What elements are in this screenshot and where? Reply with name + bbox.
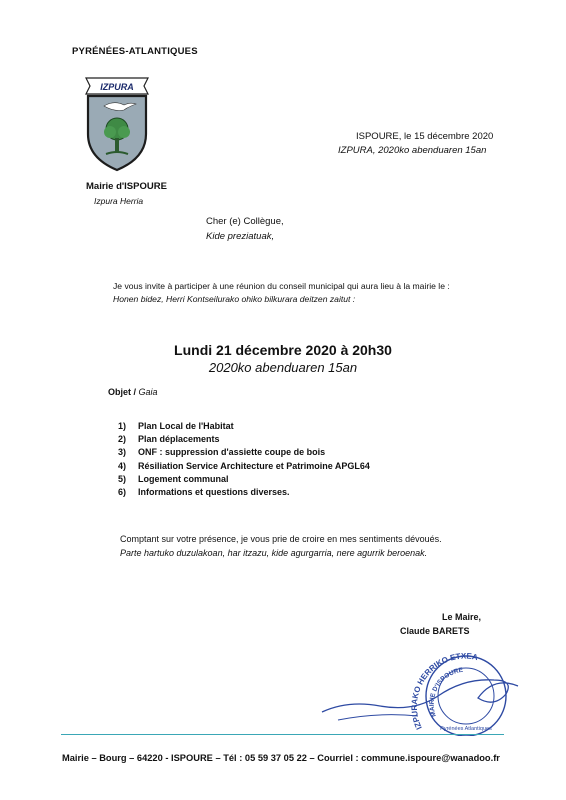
agenda-item [118,486,370,499]
agenda-item [118,446,370,459]
agenda-item-number: 3) [118,447,127,458]
stamp-inner-text: MAIRIE D'ISPOURE [428,666,464,718]
invitation-eu: Honen bidez, Herri Kontseilurako ohiko bilkurara deitzen zaitut : [113,294,356,304]
agenda-item-text: Résiliation Service Architecture et Patrimoine APGL64 [138,460,370,471]
agenda-item-number: 4) [118,460,127,471]
department-name: PYRÉNÉES-ATLANTIQUES [72,46,198,57]
agenda-item-text: Plan Local de l'Habitat [138,421,234,431]
letter-date-fr: ISPOURE, le 15 décembre 2020 [356,131,494,142]
closing-eu: Parte hartuko duzulakoan, har itzazu, kide agurgarria, nere agurrik beroenak. [120,548,428,558]
agenda-item [118,420,370,433]
agenda-item [118,473,370,486]
agenda-item-text: Logement communal [138,473,229,484]
letter-date-eu: IZPURA, 2020ko abenduaren 15an [338,145,487,156]
agenda-item-number: 5) [118,473,127,484]
svg-text:MAIRIE D'ISPOURE [429,667,465,718]
objet-label-eu: Gaia [138,387,158,397]
signatory-name: Claude BARETS [400,626,470,636]
meeting-date-eu: 2020ko abenduaren 15an [208,360,358,375]
coat-of-arms-logo [82,72,152,172]
objet-label: Objet / [108,387,137,397]
footer-divider [61,734,504,735]
stamp-bottom-text: Pyrénées Atlantiques [440,726,492,732]
agenda-list [118,420,370,499]
mairie-name: Mairie d'ISPOURE [86,181,167,192]
agenda-item-number: 6) [118,486,127,497]
mairie-name-basque: Izpura Herria [94,196,144,206]
stamp-outer-text: IZPURAKO HERRIKO ETXEA [409,651,479,732]
agenda-item-text: ONF : suppression d'assiette coupe de bois [138,447,326,458]
agenda-item [118,460,370,473]
agenda-item-number: 2) [118,434,127,445]
agenda-item-text: Plan déplacements [138,434,220,445]
agenda-item-text: Informations et questions diverses. [138,486,290,497]
invitation-fr: Je vous invite à participer à une réunion du conseil municipal qui aura lieu à la mairie le : [113,281,450,291]
signatory-title: Le Maire, [442,612,482,622]
agenda-item [118,433,370,446]
greeting-fr: Cher (e) Collègue, [206,216,284,227]
official-stamp-and-signature [318,650,532,736]
footer-contact: Mairie – Bourg – 64220 - ISPOURE – Tél : 05 59 37 05 22 – Courriel : commune.ispoure@wanadoo.fr [62,753,500,763]
greeting-eu: Kide preziatuak, [206,231,275,242]
objet-heading [108,387,158,397]
agenda-item-number: 1) [118,421,127,431]
crest-banner-text: IZPURA [100,82,134,92]
meeting-date-fr: Lundi 21 décembre 2020 à 20h30 [174,342,392,358]
closing-fr: Comptant sur votre présence, je vous prie de croire en mes sentiments dévoués. [120,534,442,544]
